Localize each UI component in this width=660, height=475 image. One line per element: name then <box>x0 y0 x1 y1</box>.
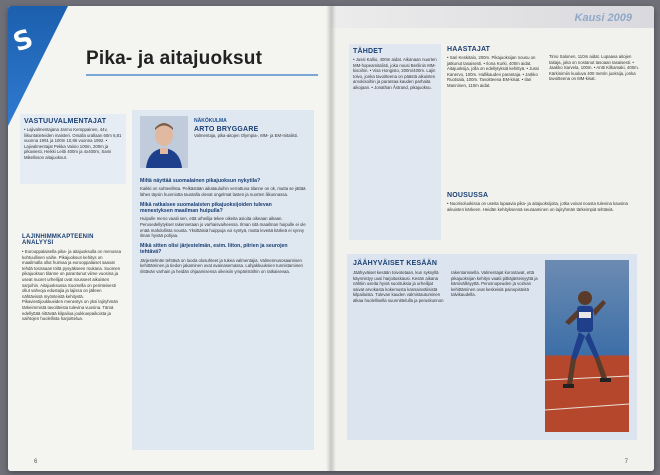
stars-text: • Jussi Kallio, 400m aidat. Aikanaan nuorten MM-hopeamitalisti, joka nousi Berliinin MM-kisoihin. • Visa Hongisto, 200m/400m. Lajin toivo, jonka tavoitteena on päästä aikuisten arvokisoihin ja parantaa kauden parhaita aikojaan. • Jonathan Åstrand, pikajuoksu. <box>353 57 437 90</box>
page-number-right: 7 <box>624 459 628 465</box>
stars-box <box>349 44 441 240</box>
interview-role: Valmentaja, pika-aitojen Olympia-, MM- ja EM-mitalisti. <box>194 133 299 138</box>
right-page <box>331 6 654 471</box>
coaches-box <box>20 114 126 184</box>
challengers-heading: HAASTAJAT <box>447 46 491 53</box>
analysis-heading: LAJINHIMMKAPTEENIN ANALYYSI <box>22 234 94 246</box>
challengers-text-2: Timo Salonen, 110m aidat. Lupaava aitojen taitaja, joka on nostanut tasoaan tasaisesti. • Jaakko Sarvela, 100m. • Antti Kilkamaki, 400m. Kärkinimiin kuuluva 400 metrin juoksija, jonka tavoitteena on MM-kisat. <box>549 54 639 82</box>
interview-question-1: Miltä näyttää suomalainen pikajuoksun nykytila? <box>140 178 261 184</box>
farewell-text: Jäähyväiset kesään toivotetaan, kun syksyllä käynnistyy uusi harjoituskausi. Kesän aikana nähtiin useita hyviä suorituksia ja urheilijat saivat arvokasta kokemusta kansainvälisistä kilpailuista. Tulevan kauden valmistautuminen alkaa huolellisella suunnittelulla ja peruskunnon rakentamisella. Valmentajat korostavat, että pikajuoksijan kehitys vaatii pitkäjänteisyyttä ja kärsivällisyyttä. Perusnopeuden ja voiman kehittäminen ovat keskeisiä painopisteitä talvikaudella. <box>353 270 538 303</box>
analysis-text: • Eurooppalaisella pika- ja aitajuoksulla on menossa kohtuullinen vaihe. Pikajuoksun kehitys on maailmalla ollut huimaa ja eurooppalaiset saavat tehdä tosissaan töitä pysyäkseen mukana. Suomen pikajuoksun tilanne on parantunut viime vuosina ja useat nuoret urheilijat ovat nousseet aikuisten sarjoihin. Aitajuoksussa Suomella on perinteisesti ollut vahvoja edustajia ja lajissa on jälleen nähtävissä myönteistä kehitystä. Pikaviestijoukkueiden menestys on yksi lajiryhmän tärkeimmistä tavoitteista tulevina vuosina. Tämä edellyttää riittävää kilpailua joukkuepaikoista ja vaihtojen huolellista harjoittelua. <box>22 249 121 322</box>
challengers-text: • Sari Keskitalo, 200m. Pikajuoksijan nousu on jatkunut tasaisesti. • Ilona Kurki, 400m aidat. Aitajuoksija, jolla on edellytyksiä kehittyä. • Jussi Kanervo, 100m. Hallikauden parantaja. • Jarkko Ruotsala, 100m. Tavoitteena EM-kisat. • Ilari Manninen, 110m aidat. <box>447 55 540 88</box>
portrait-photo <box>140 116 188 168</box>
left-page <box>8 6 331 471</box>
rising-heading: NOUSUSSA <box>447 192 489 199</box>
analysis-column <box>22 234 122 322</box>
challengers-column <box>447 46 543 89</box>
challengers-column-2 <box>549 46 641 82</box>
interview-answer-2: Huipulle meno vaatii sen, että urheilija tekee oikeita asioita oikeaan aikaan. Perusedellytykset rakennetaan jo varhaisvaiheessa. Ilman sitä maailman huipulle ei ole enää mahdollista nousta. Yksittäisiä huippuja voi syntyä, mutta leveää kärkeä ei synny ilman hyvää pohjaa. <box>140 216 306 239</box>
stars-heading: TÄHDET <box>353 48 383 55</box>
coaches-text: • Lajivalmentajana Jarmo Kemppainen, 44v, liikuntatieteiden maisteri. Omalla urallaan 60m 6,81 vuonna 1991 ja 100m 10,86 vuonna 1992. • Lajivalmentajat Pekka Vainio 100m, 200m ja pikaviesti, Heikki Leitti 400m ja 4x400m, Sami Mikellsson aitajuoksut. <box>24 127 122 160</box>
interview-question-3: Mikä sitten olisi järjestelmän, esim. liiton, piirien ja seurojen tehtävä? <box>140 242 288 256</box>
interview-name: ARTO BRYGGARE <box>194 126 259 133</box>
rising-section <box>447 192 641 212</box>
farewell-box <box>347 254 637 440</box>
title-divider <box>86 74 318 76</box>
page-number-left: 6 <box>34 459 38 465</box>
logo-band <box>8 6 68 126</box>
season-header: Kausi 2009 <box>574 12 632 24</box>
magazine-spread <box>8 6 654 471</box>
interview-answer-3: Järjestelmän tehtävä on luoda olosuhteet ja tukea valmentajia. Valmennusosaamisen kehittäminen ja tiedon jakaminen ovat avainasemassa. Lahjakkuuksien tunnistaminen riittävän varhain ja heidän ohjaamisensa oikeisiin ympäristöihin on ratkaisevaa. <box>140 257 303 274</box>
interview-tag: NÄKÖKULMA <box>194 118 227 124</box>
person-portrait-icon <box>140 116 188 168</box>
coaches-heading: VASTUUVALMENTAJAT <box>24 118 107 125</box>
interview-box <box>132 110 314 450</box>
sprinter-photo <box>545 260 629 432</box>
s-logo-icon: S <box>9 23 38 59</box>
page-title: Pika- ja aitajuoksut <box>86 48 263 69</box>
page-gutter <box>326 6 336 471</box>
farewell-heading: JÄÄHYVÄISET KESÄÄN <box>353 260 438 267</box>
interview-answer-1: Kaikki on suhteellista. Pelkästään aikatauluihin verrattuna tilanne on ok, mutta se jättää lähes täysin huomiotta taustalla olevat ongelmat lasten ja nuorten liikunnassa. <box>140 186 306 197</box>
sprinter-icon <box>545 260 629 432</box>
interview-question-2: Mikä ratkaisee suomalaisten pikajuoksijoiden tulevan menestyksen maailman huipulla? <box>140 201 272 214</box>
rising-text: • Nuorisoluokissa on useita lupaavia pika- ja aitajuoksijoita, jotka voivat nousta tulevina kausina aikuisten kärkeen. Heidän kehityksensä seuraaminen on lajiryhmän tärkeimpiä tehtäviä. <box>447 201 628 212</box>
